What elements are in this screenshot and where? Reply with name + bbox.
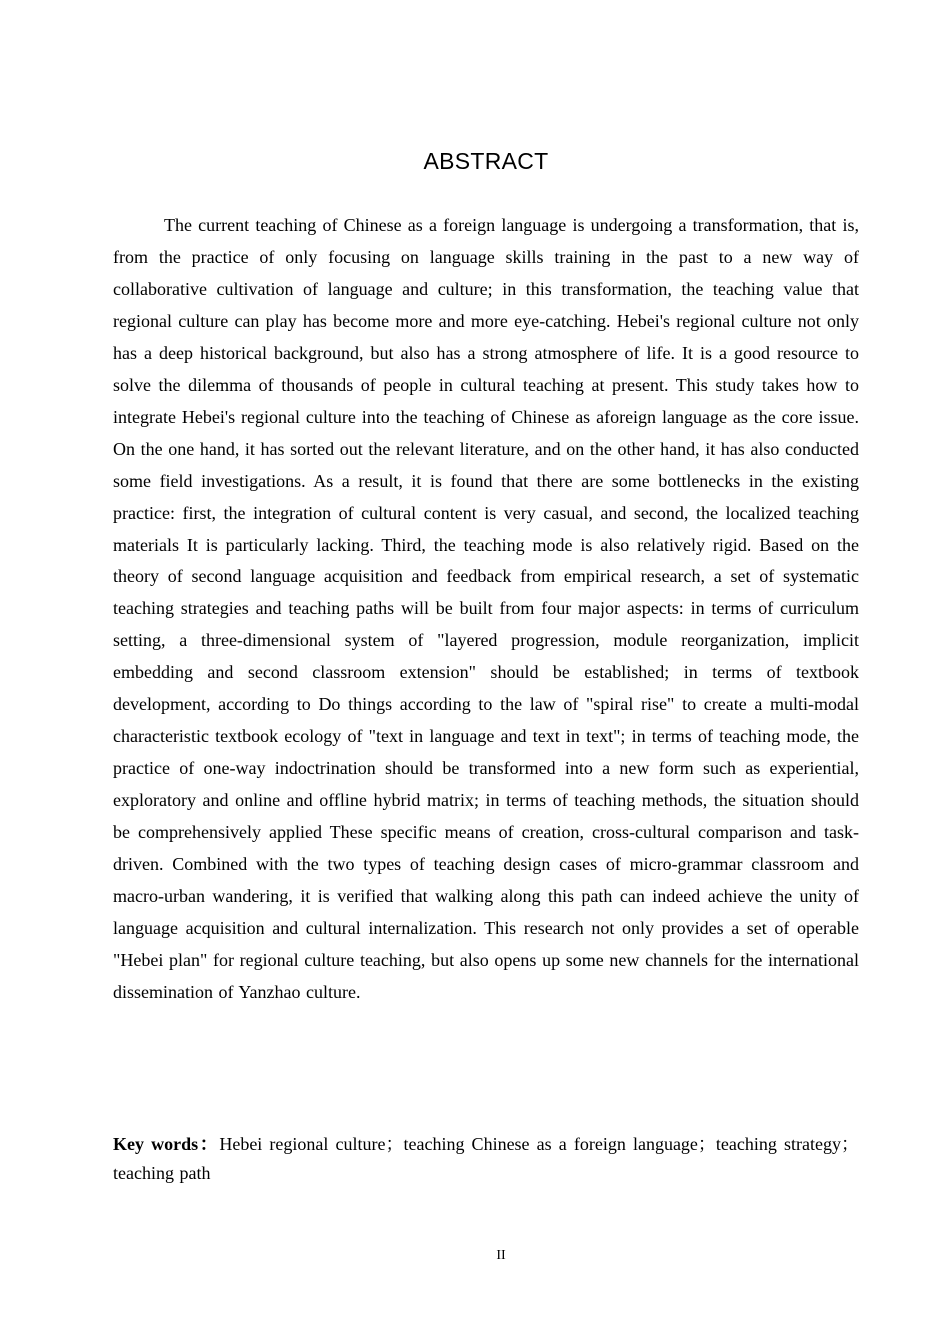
keywords-label: Key words： [113,1134,220,1154]
abstract-title: ABSTRACT [423,148,549,174]
page-number: II [496,1248,506,1263]
keywords-text: Hebei regional culture；teaching Chinese as a foreign language；teaching strategy；teaching path [113,1134,859,1183]
keywords-paragraph [113,1130,859,1188]
abstract-body: The current teaching of Chinese as a foreign language is undergoing a transformation, that is, from the practice of only focusing on language skills training in the past to a new way of collaborative cultivation of language and culture; in this transformation, the teaching value that regional culture can play has become more and more eye-catching. Hebei's regional culture not only has a deep historical background, but also has a strong atmosphere of life. It is a good resource to solve the dilemma of thousands of people in cultural teaching at present. This study takes how to integrate Hebei's regional culture into the teaching of Chinese as aforeign language as the core issue. On the one hand, it has sorted out the relevant literature, and on the other hand, it has also conducted some field investigations. As a result, it is found that there are some bottlenecks in the existing practice: first, the integration of cultural content is very casual, and second, the localized teaching materials It is particularly lacking. Third, the teaching mode is also relatively rigid. Based on the theory of second language acquisition and feedback from empirical research, a set of systematic teaching strategies and teaching paths will be built from four major aspects: in terms of curriculum setting, a three-dimensional system of "layered progression, module reorganization, implicit embedding and second classroom extension" should be established; in terms of textbook development, according to Do things according to the law of "spiral rise" to create a multi-modal characteristic textbook ecology of "text in language and text in text"; in terms of teaching mode, the practice of one-way indoctrination should be transformed into a new form such as experiential, exploratory and online and offline hybrid matrix; in terms of teaching methods, the situation should be comprehensively applied These specific means of creation, cross-cultural comparison and task-driven. Combined with the two types of teaching design cases of micro-grammar classroom and macro-urban wandering, it is verified that walking along this path can indeed achieve the unity of language acquisition and cultural internalization. This research not only provides a set of operable "Hebei plan" for regional culture teaching, but also opens up some new channels for the international dissemination of Yanzhao culture. [113,215,859,1002]
